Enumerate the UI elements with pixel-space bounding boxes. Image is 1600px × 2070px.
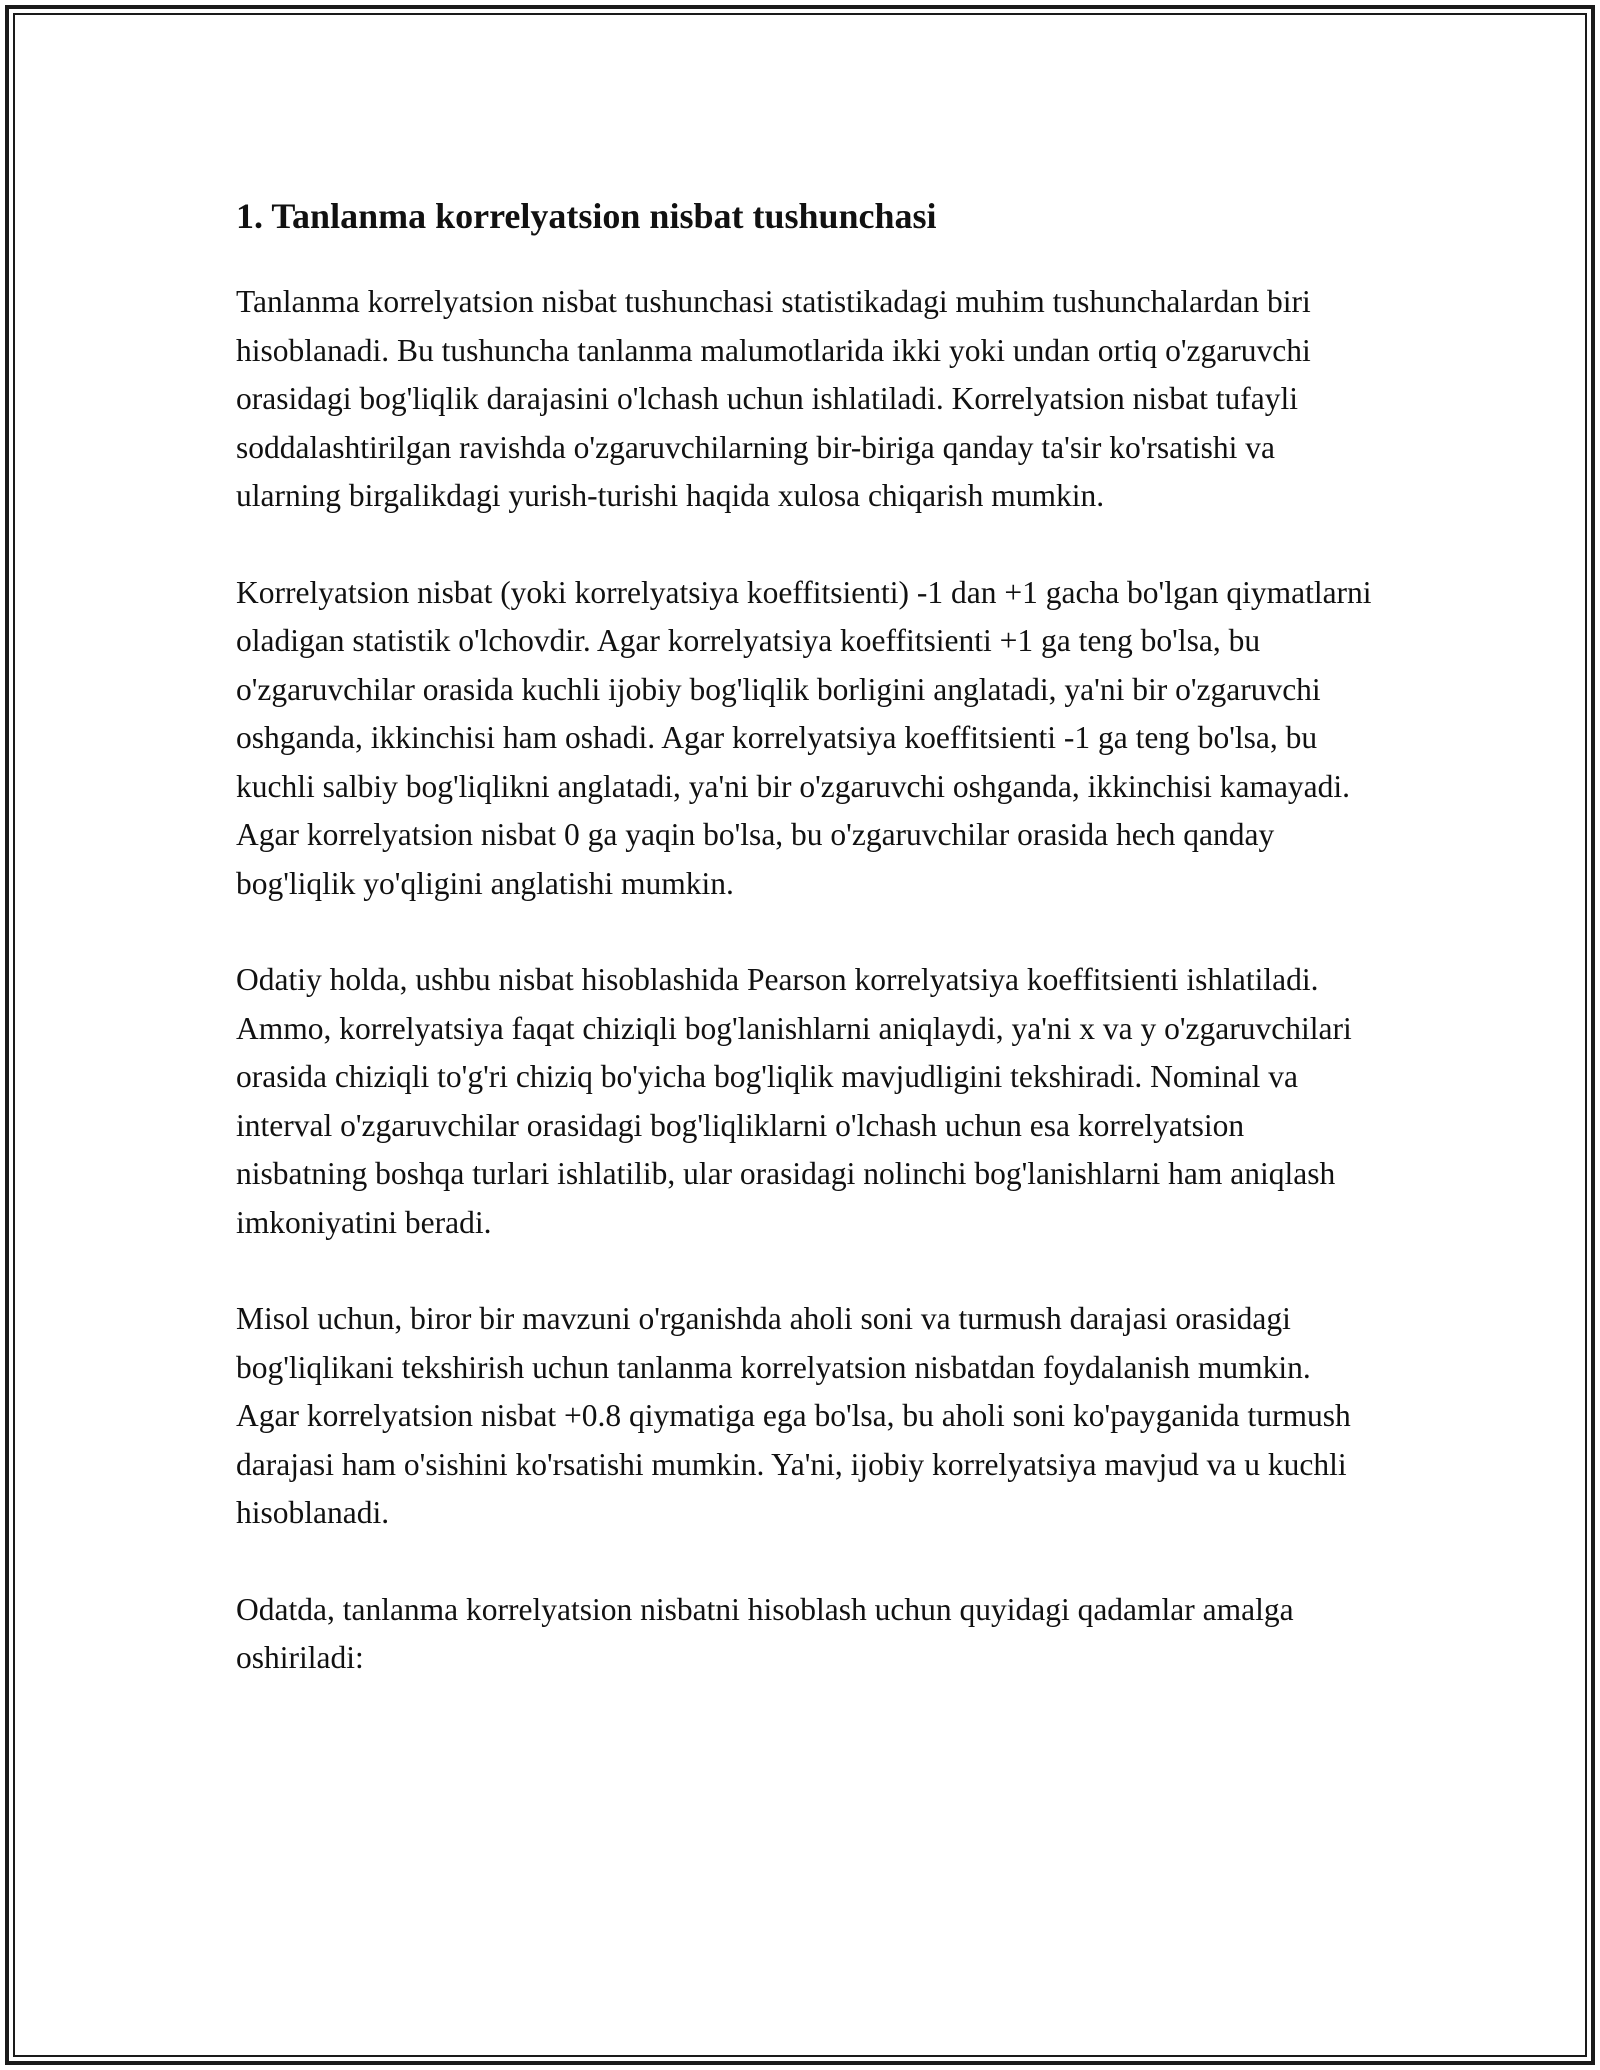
paragraph-4: Misol uchun, biror bir mavzuni o'rganishda aholi soni va turmush darajasi orasidagi bog'liqlikani tekshirish uchun tanlanma korrelyatsion nisbatdan foydalanish mumkin. Agar korrelyatsion nisbat +0.8 qiymatiga ega bo'lsa, bu aholi soni ko'payganida turmush darajasi ham o'sishini ko'rsatishi mumkin. Ya'ni, ijobiy korrelyatsiya mavjud va u kuchli hisoblanadi. [236, 1301, 1351, 1530]
paragraph-5: Odatda, tanlanma korrelyatsion nisbatni hisoblash uchun quyidagi qadamlar amalga oshiriladi: [236, 1591, 1294, 1675]
paragraph-1: Tanlanma korrelyatsion nisbat tushunchasi statistikadagi muhim tushunchalardan biri hisoblanadi. Bu tushuncha tanlanma malumotlarida ikki yoki undan ortiq o'zgaruvchi orasidagi bog'liqlik darajasini o'lchash uchun ishlatiladi. Korrelyatsion nisbat tufayli soddalashtirilgan ravishda o'zgaruvchilarning bir-biriga qanday ta'sir ko'rsatishi va ularning birgalikdagi yurish-turishi haqida xulosa chiqarish mumkin. [236, 284, 1311, 513]
document-body [236, 190, 1376, 1731]
paragraph-2: Korrelyatsion nisbat (yoki korrelyatsiya koeffitsienti) -1 dan +1 gacha bo'lgan qiymatlarni oladigan statistik o'lchovdir. Agar korrelyatsiya koeffitsienti +1 ga teng bo'lsa, bu o'zgaruvchilar orasida kuchli ijobiy bog'liqlik borligini anglatadi, ya'ni bir o'zgaruvchi oshganda, ikkinchisi ham oshadi. Agar korrelyatsiya koeffitsienti -1 ga teng bo'lsa, bu kuchli salbiy bog'liqlikni anglatadi, ya'ni bir o'zgaruvchi oshganda, ikkinchisi kamayadi. Agar korrelyatsion nisbat 0 ga yaqin bo'lsa, bu o'zgaruvchilar orasida hech qanday bog'liqlik yo'qligini anglatishi mumkin. [236, 574, 1372, 901]
section-heading: 1. Tanlanma korrelyatsion nisbat tushunchasi [236, 196, 937, 236]
paragraph-3: Odatiy holda, ushbu nisbat hisoblashida Pearson korrelyatsiya koeffitsienti ishlatiladi. Ammo, korrelyatsiya faqat chiziqli bog'lanishlarni aniqlaydi, ya'ni x va y o'zgaruvchilari orasida chiziqli to'g'ri chiziq bo'yicha bog'liqlik mavjudligini tekshiradi. Nominal va interval o'zgaruvchilar orasidagi bog'liqliklarni o'lchash uchun esa korrelyatsion nisbatning boshqa turlari ishlatilib, ular orasidagi nolinchi bog'lanishlarni ham aniqlash imkoniyatini beradi. [236, 962, 1352, 1240]
